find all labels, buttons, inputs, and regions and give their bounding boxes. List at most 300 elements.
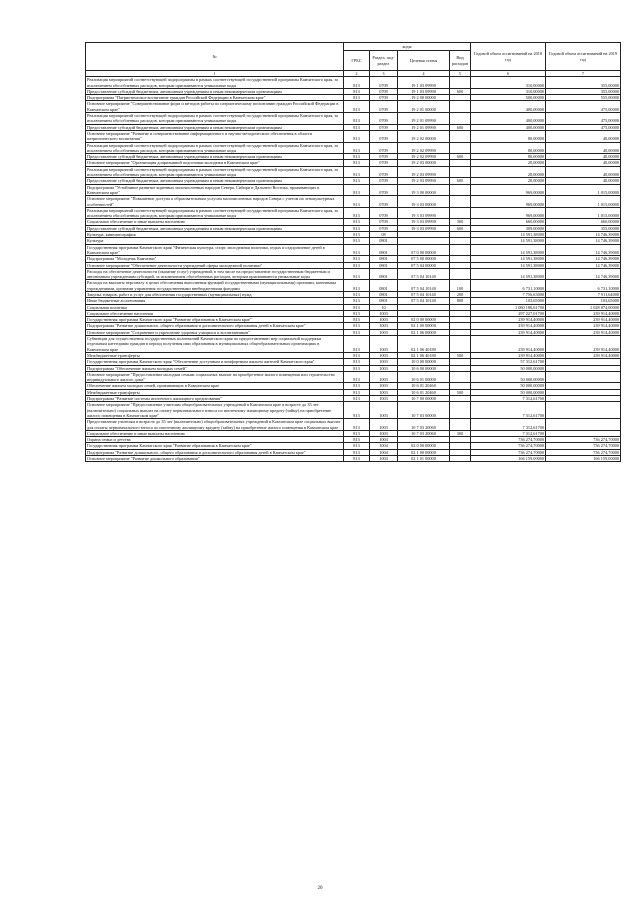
- row-expense-type: [450, 207, 471, 219]
- row-target-article: 19 2 01 09990: [398, 124, 450, 130]
- row-target-article: 19 2 03 09990: [398, 178, 450, 184]
- row-expense-type: [450, 113, 471, 125]
- table-row: [86, 124, 621, 130]
- row-grbs: 813: [344, 124, 370, 130]
- row-expense-type: [450, 402, 471, 419]
- row-expense-type: [450, 130, 471, 142]
- row-razdel: 1003: [370, 396, 398, 402]
- row-grbs: 813: [344, 383, 370, 389]
- row-target-article: 07 5 04 00000: [398, 262, 450, 268]
- row-amount-2018: 14 591,38000: [471, 238, 546, 244]
- row-amount-2019: 1 028 874,00000: [546, 304, 621, 310]
- row-name: Обеспечение жильем молодых семей, проживающих в Камчатском крае: [86, 383, 344, 389]
- row-amount-2019: 355,00000: [546, 88, 621, 94]
- row-grbs: 813: [344, 280, 370, 292]
- row-target-article: 19 3 03 09990: [398, 207, 450, 219]
- row-grbs: 813: [344, 359, 370, 365]
- row-amount-2018: 239 914,40000: [471, 329, 546, 335]
- row-amount-2019: 239 914,40000: [546, 352, 621, 358]
- table-row: [86, 402, 621, 419]
- table-row: [86, 101, 621, 113]
- row-razdel: 1003: [370, 402, 398, 419]
- row-expense-type: 800: [450, 298, 471, 304]
- row-razdel: 0709: [370, 95, 398, 101]
- header-codes: коды: [344, 43, 471, 51]
- row-grbs: 813: [344, 154, 370, 160]
- table-row: [86, 219, 621, 225]
- row-expense-type: [450, 371, 471, 383]
- row-name: Основное мероприятие "Сохранение и укрепление здоровья учащихся и воспитанников": [86, 329, 344, 335]
- row-expense-type: [450, 184, 471, 196]
- table-row: [86, 95, 621, 101]
- row-name: Субвенции для осуществления государственных полномочий Камчатского края по предоставлению мер социальной поддержки отдельным категориям граждан в период получения ими образования в муниципальных общеобразовательных организациях в Камчатском крае: [86, 336, 344, 353]
- row-grbs: 813: [344, 291, 370, 297]
- row-grbs: 813: [344, 262, 370, 268]
- row-amount-2018: 7 312,61700: [471, 419, 546, 431]
- row-name: Социальное обеспечение населения: [86, 310, 344, 316]
- row-amount-2019: 14 746,39000: [546, 268, 621, 280]
- row-name: Подпрограмма "Развитие дошкольного, общего образования и дополнительного образования детей в Камчатском крае": [86, 323, 344, 329]
- row-target-article: 07 5 04 10140: [398, 298, 450, 304]
- row-amount-2019: 475,00000: [546, 124, 621, 130]
- row-razdel: 1003: [370, 430, 398, 436]
- table-row: [86, 154, 621, 160]
- row-amount-2019: 40,00000: [546, 130, 621, 142]
- row-razdel: 0709: [370, 130, 398, 142]
- row-target-article: 19 2 02 09990: [398, 142, 450, 154]
- row-amount-2018: 57 312,61700: [471, 359, 546, 365]
- row-amount-2019: 103,65000: [546, 298, 621, 304]
- row-grbs: 813: [344, 317, 370, 323]
- row-amount-2019: 660,00000: [546, 219, 621, 225]
- row-expense-type: [450, 419, 471, 431]
- row-amount-2018: 7 312,61700: [471, 402, 546, 419]
- table-row: [86, 262, 621, 268]
- row-grbs: 813: [344, 430, 370, 436]
- row-amount-2019: 475,00000: [546, 101, 621, 113]
- row-expense-type: [450, 268, 471, 280]
- row-grbs: 813: [344, 396, 370, 402]
- row-grbs: 813: [344, 323, 370, 329]
- row-amount-2018: 400,00000: [471, 101, 546, 113]
- table-row: [86, 323, 621, 329]
- row-target-article: 19 2 02 09990: [398, 154, 450, 160]
- table-row: [86, 317, 621, 323]
- row-amount-2018: 736 274,70000: [471, 437, 546, 443]
- table-row: [86, 329, 621, 335]
- row-amount-2019: 1 015,00000: [546, 196, 621, 208]
- table-row: [86, 396, 621, 402]
- row-grbs: 813: [344, 329, 370, 335]
- row-name: Социальное обеспечение и иные выплаты населению: [86, 430, 344, 436]
- row-amount-2018: 20,00000: [471, 166, 546, 178]
- row-target-article: 10 7 03 20060: [398, 419, 450, 431]
- row-target-article: 02 1 06 40180: [398, 336, 450, 353]
- row-target-article: 19 1 03 09990: [398, 77, 450, 89]
- header-year-2019: Годовой объем ассигнований на 2019 год: [546, 43, 621, 71]
- row-razdel: 1003: [370, 329, 398, 335]
- row-target-article: 19 3 03 00000: [398, 196, 450, 208]
- row-name: Культура: [86, 238, 344, 244]
- row-grbs: 813: [344, 225, 370, 231]
- row-name: Подпрограмма "Развитие системы ипотечного жилищного кредитования": [86, 396, 344, 402]
- row-razdel: 0709: [370, 113, 398, 125]
- row-target-article: 19 2 03 09990: [398, 166, 450, 178]
- table-row: [86, 419, 621, 431]
- row-name: Предоставление субсидий бюджетным, автономным учреждениям и иным некоммерческим организациям: [86, 124, 344, 130]
- row-grbs: 813: [344, 268, 370, 280]
- row-target-article: 19 2 01 00000: [398, 101, 450, 113]
- table-row: [86, 268, 621, 280]
- row-amount-2019: 166 159,00000: [546, 456, 621, 462]
- row-razdel: 0709: [370, 225, 398, 231]
- row-grbs: 813: [344, 232, 370, 238]
- row-name: Основное мероприятие "Предоставление учителям общеобразовательных учреждений в Камчатском крае в возрасте до 35 лет (включительно) социальных выплат на оплату первоначального взноса по ипотечному жилищному кредиту (займу) на приобретение жилого помещения в Камчатском крае": [86, 402, 344, 419]
- row-razdel: 0801: [370, 262, 398, 268]
- row-target-article: 10 7 03 20060: [398, 430, 450, 436]
- colnum-cell: 7: [546, 71, 621, 77]
- row-amount-2018: 400,00000: [471, 124, 546, 130]
- table-body: [86, 77, 621, 462]
- row-amount-2019: 355,00000: [546, 77, 621, 89]
- row-amount-2018: 7 312,61700: [471, 396, 546, 402]
- row-target-article: 02 1 00 00000: [398, 323, 450, 329]
- row-razdel: 1003: [370, 365, 398, 371]
- row-amount-2018: 1 060 186,61700: [471, 304, 546, 310]
- row-amount-2019: 40,00000: [546, 160, 621, 166]
- row-amount-2018: 50 000,00000: [471, 389, 546, 395]
- row-name: Социальная политика: [86, 304, 344, 310]
- row-amount-2018: 6 731,10000: [471, 280, 546, 292]
- row-name: Основное мероприятие "Развитие и совершенствование информационного и научно-методического обеспечения в области патриотического воспитания": [86, 130, 344, 142]
- row-grbs: 813: [344, 256, 370, 262]
- row-amount-2019: 1 015,00000: [546, 184, 621, 196]
- row-expense-type: [450, 166, 471, 178]
- row-grbs: 813: [344, 244, 370, 256]
- row-amount-2018: 297 227,01700: [471, 310, 546, 316]
- row-expense-type: [450, 101, 471, 113]
- row-amount-2018: 50 000,00000: [471, 365, 546, 371]
- table-row: [86, 166, 621, 178]
- row-name: Основное мероприятие "Обеспечение деятельности учреждений сферы молодежной политики": [86, 262, 344, 268]
- row-amount-2019: 736 274,70000: [546, 443, 621, 449]
- row-grbs: 813: [344, 88, 370, 94]
- row-razdel: 1003: [370, 371, 398, 383]
- row-amount-2018: 7 312,61700: [471, 430, 546, 436]
- row-amount-2019: 40,00000: [546, 166, 621, 178]
- row-razdel: 1003: [370, 323, 398, 329]
- row-amount-2018: 50 000,00000: [471, 383, 546, 389]
- row-target-article: 10 0 00 00000: [398, 359, 450, 365]
- row-amount-2018: 80,00000: [471, 142, 546, 154]
- row-razdel: 0801: [370, 280, 398, 292]
- row-target-article: 19 2 00 00000: [398, 95, 450, 101]
- row-grbs: 813: [344, 196, 370, 208]
- row-target-article: 02 1 06 00000: [398, 329, 450, 335]
- row-razdel: 0709: [370, 196, 398, 208]
- row-razdel: 0709: [370, 101, 398, 113]
- row-name: Государственная программа Камчатского края "Развитие образования в Камчатском крае": [86, 317, 344, 323]
- row-razdel: 0709: [370, 124, 398, 130]
- colnum-cell: 2: [344, 71, 370, 77]
- row-amount-2018: 969,00000: [471, 207, 546, 219]
- row-grbs: 813: [344, 336, 370, 353]
- row-expense-type: 500: [450, 389, 471, 395]
- row-target-article: 07 5 04 10140: [398, 280, 450, 292]
- row-grbs: 813: [344, 449, 370, 455]
- row-amount-2019: 239 914,40000: [546, 310, 621, 316]
- table-row: [86, 77, 621, 89]
- row-target-article: 02 1 00 00000: [398, 449, 450, 455]
- row-target-article: 02 0 00 00000: [398, 317, 450, 323]
- header-razdel: Раздел, под-раздел: [370, 51, 398, 71]
- row-amount-2019: 736 274,70000: [546, 449, 621, 455]
- row-target-article: 19 2 02 00000: [398, 130, 450, 142]
- row-grbs: 813: [344, 352, 370, 358]
- row-grbs: 813: [344, 419, 370, 431]
- row-grbs: 813: [344, 219, 370, 225]
- table-row: [86, 113, 621, 125]
- row-name: Государственная программа Камчатского края "Развитие образования в Камчатском крае": [86, 443, 344, 449]
- colnum-cell: 6: [471, 71, 546, 77]
- row-amount-2018: 310,00000: [471, 77, 546, 89]
- table-row: [86, 196, 621, 208]
- row-name: Охрана семьи и детства: [86, 437, 344, 443]
- row-grbs: 813: [344, 456, 370, 462]
- row-target-article: 10 6 01 20460: [398, 389, 450, 395]
- row-amount-2018: 309,00000: [471, 225, 546, 231]
- row-razdel: 1004: [370, 443, 398, 449]
- table-row: [86, 184, 621, 196]
- row-expense-type: [450, 77, 471, 89]
- row-grbs: 813: [344, 389, 370, 395]
- row-name: Предоставление субсидий бюджетным, автономным учреждениям и иным некоммерческим организациям: [86, 88, 344, 94]
- row-name: Основное мероприятие "Предоставление молодым семьям социальных выплат на приобретение жилого помещения или строительство индивидуального жилого дома": [86, 371, 344, 383]
- row-grbs: 813: [344, 101, 370, 113]
- row-amount-2019: 40,00000: [546, 142, 621, 154]
- row-expense-type: 600: [450, 154, 471, 160]
- row-amount-2019: 239 914,40000: [546, 336, 621, 353]
- row-grbs: 813: [344, 371, 370, 383]
- row-razdel: 1003: [370, 317, 398, 323]
- row-amount-2019: 14 746,39000: [546, 244, 621, 256]
- row-amount-2019: 475,00000: [546, 113, 621, 125]
- row-razdel: 0709: [370, 166, 398, 178]
- table-row: [86, 291, 621, 297]
- row-grbs: 813: [344, 166, 370, 178]
- row-expense-type: 300: [450, 430, 471, 436]
- row-expense-type: 600: [450, 178, 471, 184]
- row-amount-2019: 14 746,39000: [546, 262, 621, 268]
- row-amount-2018: 14 591,38000: [471, 244, 546, 256]
- row-razdel: 0709: [370, 184, 398, 196]
- row-name: Реализация мероприятий соответствующей подпрограммы в рамках соответствующей государственной программы Камчатского края, за исключением обособленных расходов, которым присваиваются уникальные коды: [86, 77, 344, 89]
- row-razdel: 0709: [370, 77, 398, 89]
- table-row: [86, 160, 621, 166]
- row-amount-2018: 239 914,40000: [471, 336, 546, 353]
- row-name: Подпрограмма "Патриотическое воспитание граждан Российской Федерации в Камчатском крае": [86, 95, 344, 101]
- row-amount-2019: 239 914,40000: [546, 323, 621, 329]
- row-amount-2018: 7 756,63000: [471, 291, 546, 297]
- table-row: [86, 449, 621, 455]
- row-grbs: 813: [344, 304, 370, 310]
- row-target-article: 19 2 01 09990: [398, 113, 450, 125]
- table-row: [86, 443, 621, 449]
- row-name: Социальное обеспечение и иные выплаты населению: [86, 219, 344, 225]
- table-row: [86, 371, 621, 383]
- row-name: Подпрограмма "Устойчивое развитие коренных малочисленных народов Севера, Сибири и Дальнего Востока, проживающих в Камчатском крае": [86, 184, 344, 196]
- row-target-article: 07 0 00 00000: [398, 244, 450, 256]
- row-razdel: 1004: [370, 437, 398, 443]
- row-razdel: 1003: [370, 383, 398, 389]
- row-amount-2019: 239 914,40000: [546, 317, 621, 323]
- row-razdel: 0709: [370, 142, 398, 154]
- page-number: 20: [317, 886, 323, 891]
- table-row: [86, 456, 621, 462]
- row-razdel: 10: [370, 304, 398, 310]
- row-razdel: 0709: [370, 154, 398, 160]
- row-target-article: 02 1 01 00000: [398, 456, 450, 462]
- row-razdel: 08: [370, 232, 398, 238]
- row-grbs: 813: [344, 130, 370, 142]
- table-row: [86, 244, 621, 256]
- table-row: [86, 430, 621, 436]
- row-razdel: 0801: [370, 291, 398, 297]
- row-grbs: 813: [344, 207, 370, 219]
- row-amount-2019: 555,00000: [546, 95, 621, 101]
- row-grbs: 813: [344, 437, 370, 443]
- row-grbs: 813: [344, 402, 370, 419]
- row-expense-type: 200: [450, 291, 471, 297]
- row-amount-2018: 14 591,38000: [471, 262, 546, 268]
- header-year-2018: Годовой объем ассигнований на 2018 год: [471, 43, 546, 71]
- row-target-article: 10 7 00 00000: [398, 396, 450, 402]
- row-name: Расходы на обеспечение деятельности (оказание услуг) учреждений, в том числе на предоставление государственным бюджетным и автономным учреждениям субсидий, за исключением обособленных расходов, которым присваиваются уникальные коды: [86, 268, 344, 280]
- header-grbs: ГРБС: [344, 51, 370, 71]
- row-name: Реализация мероприятий соответствующей подпрограммы в рамках соответствующей государственной программы Камчатского края, за исключением обособленных расходов, которым присваиваются уникальные коды: [86, 166, 344, 178]
- row-amount-2019: 736 274,70000: [546, 437, 621, 443]
- row-expense-type: [450, 244, 471, 256]
- row-amount-2019: 14 746,39000: [546, 238, 621, 244]
- budget-table: [85, 42, 621, 462]
- row-amount-2018: 736 274,70000: [471, 449, 546, 455]
- row-name: Подпрограмма "Развитие дошкольного, общего образования и дополнительного образования детей в Камчатском крае": [86, 449, 344, 455]
- table-row: [86, 336, 621, 353]
- row-amount-2018: 736 274,70000: [471, 443, 546, 449]
- table-row: [86, 207, 621, 219]
- row-amount-2019: [546, 402, 621, 419]
- row-expense-type: [450, 336, 471, 353]
- row-expense-type: 600: [450, 124, 471, 130]
- row-expense-type: [450, 196, 471, 208]
- table-row: [86, 359, 621, 365]
- row-amount-2018: 239 914,40000: [471, 323, 546, 329]
- row-name: Основное мероприятие "Совершенствование форм и методов работы по патриотическому воспитанию граждан Российской Федерации в Камчатском крае": [86, 101, 344, 113]
- table-row: [86, 365, 621, 371]
- row-name: Государственная программа Камчатского края "Обеспечение доступным и комфортным жильем жителей Камчатского края": [86, 359, 344, 365]
- row-amount-2019: 7 911,64000: [546, 291, 621, 297]
- row-target-article: 07 5 00 00000: [398, 256, 450, 262]
- colnum-cell: 5: [450, 71, 471, 77]
- row-name: Подпрограмма "Обеспечение жильем молодых семей": [86, 365, 344, 371]
- row-target-article: 07 5 04 10140: [398, 291, 450, 297]
- row-grbs: 813: [344, 310, 370, 316]
- row-target-article: 19 3 03 09990: [398, 225, 450, 231]
- row-razdel: 0709: [370, 160, 398, 166]
- row-name: Основное мероприятие "Организация допризывной подготовки молодежи в Камчатском крае": [86, 160, 344, 166]
- colnum-cell: 1: [86, 71, 344, 77]
- row-razdel: 1003: [370, 389, 398, 395]
- row-amount-2018: 239 914,40000: [471, 352, 546, 358]
- row-razdel: 1003: [370, 352, 398, 358]
- row-expense-type: 500: [450, 352, 471, 358]
- row-amount-2019: 14 746,39000: [546, 232, 621, 238]
- row-amount-2018: 80,00000: [471, 154, 546, 160]
- row-razdel: 1003: [370, 310, 398, 316]
- row-razdel: 1004: [370, 449, 398, 455]
- header-expense-type: Вид расходов: [450, 51, 471, 71]
- row-amount-2018: 80,00000: [471, 130, 546, 142]
- row-razdel: 0801: [370, 244, 398, 256]
- row-target-article: 19 2 03 00000: [398, 160, 450, 166]
- header-target-article: Целевая статья: [398, 51, 450, 71]
- row-razdel: 0709: [370, 178, 398, 184]
- row-razdel: 0801: [370, 256, 398, 262]
- row-razdel: 1003: [370, 359, 398, 365]
- table-row: [86, 225, 621, 231]
- row-grbs: 813: [344, 238, 370, 244]
- table-row: [86, 178, 621, 184]
- row-razdel: 0801: [370, 268, 398, 280]
- row-amount-2018: 166 159,00000: [471, 456, 546, 462]
- row-razdel: 1003: [370, 419, 398, 431]
- row-razdel: 0801: [370, 298, 398, 304]
- row-grbs: 813: [344, 142, 370, 154]
- row-name: Реализация мероприятий соответствующей подпрограммы в рамках соответствующей государственной программы Камчатского края, за исключением обособленных расходов, которым присваиваются уникальные коды: [86, 207, 344, 219]
- row-target-article: 07 5 04 10140: [398, 268, 450, 280]
- row-grbs: 813: [344, 77, 370, 89]
- row-target-article: 19 1 03 09990: [398, 88, 450, 94]
- row-amount-2018: 20,00000: [471, 178, 546, 184]
- row-grbs: 813: [344, 160, 370, 166]
- row-amount-2018: 239 914,40000: [471, 317, 546, 323]
- row-amount-2018: 14 591,38000: [471, 232, 546, 238]
- table-row: [86, 142, 621, 154]
- row-amount-2018: 969,00000: [471, 184, 546, 196]
- row-grbs: 813: [344, 184, 370, 196]
- row-amount-2019: 40,00000: [546, 154, 621, 160]
- row-name: Расходы на выплаты персоналу в целях обеспечения выполнения функций государственными (муниципальными) органами, казенными учреждениями, органами управления государственными внебюджетными фондами: [86, 280, 344, 292]
- row-name: Основное мероприятие "Повышение доступа к образовательным услугам малочисленных народов Севера с учетом их этнокультурных особенностей": [86, 196, 344, 208]
- row-amount-2018: 969,00000: [471, 196, 546, 208]
- row-name: Межбюджетные трансферты: [86, 389, 344, 395]
- row-amount-2018: 660,00000: [471, 219, 546, 225]
- header-num: №: [86, 43, 344, 71]
- row-target-article: 10 6 00 00000: [398, 365, 450, 371]
- row-razdel: 0709: [370, 88, 398, 94]
- row-amount-2019: 355,00000: [546, 225, 621, 231]
- row-amount-2018: 14 591,38000: [471, 256, 546, 262]
- row-name: Реализация мероприятий соответствующей подпрограммы в рамках соответствующей государственной программы Камчатского края, за исключением обособленных расходов, которым присваиваются уникальные коды: [86, 142, 344, 154]
- row-target-article: 10 6 01 20460: [398, 383, 450, 389]
- row-amount-2019: [546, 419, 621, 431]
- row-razdel: 0709: [370, 219, 398, 225]
- row-target-article: 19 3 03 09990: [398, 219, 450, 225]
- row-amount-2018: 310,00000: [471, 88, 546, 94]
- row-name: Иные бюджетные ассигнования: [86, 298, 344, 304]
- row-amount-2018: 400,00000: [471, 113, 546, 125]
- table-row: [86, 130, 621, 142]
